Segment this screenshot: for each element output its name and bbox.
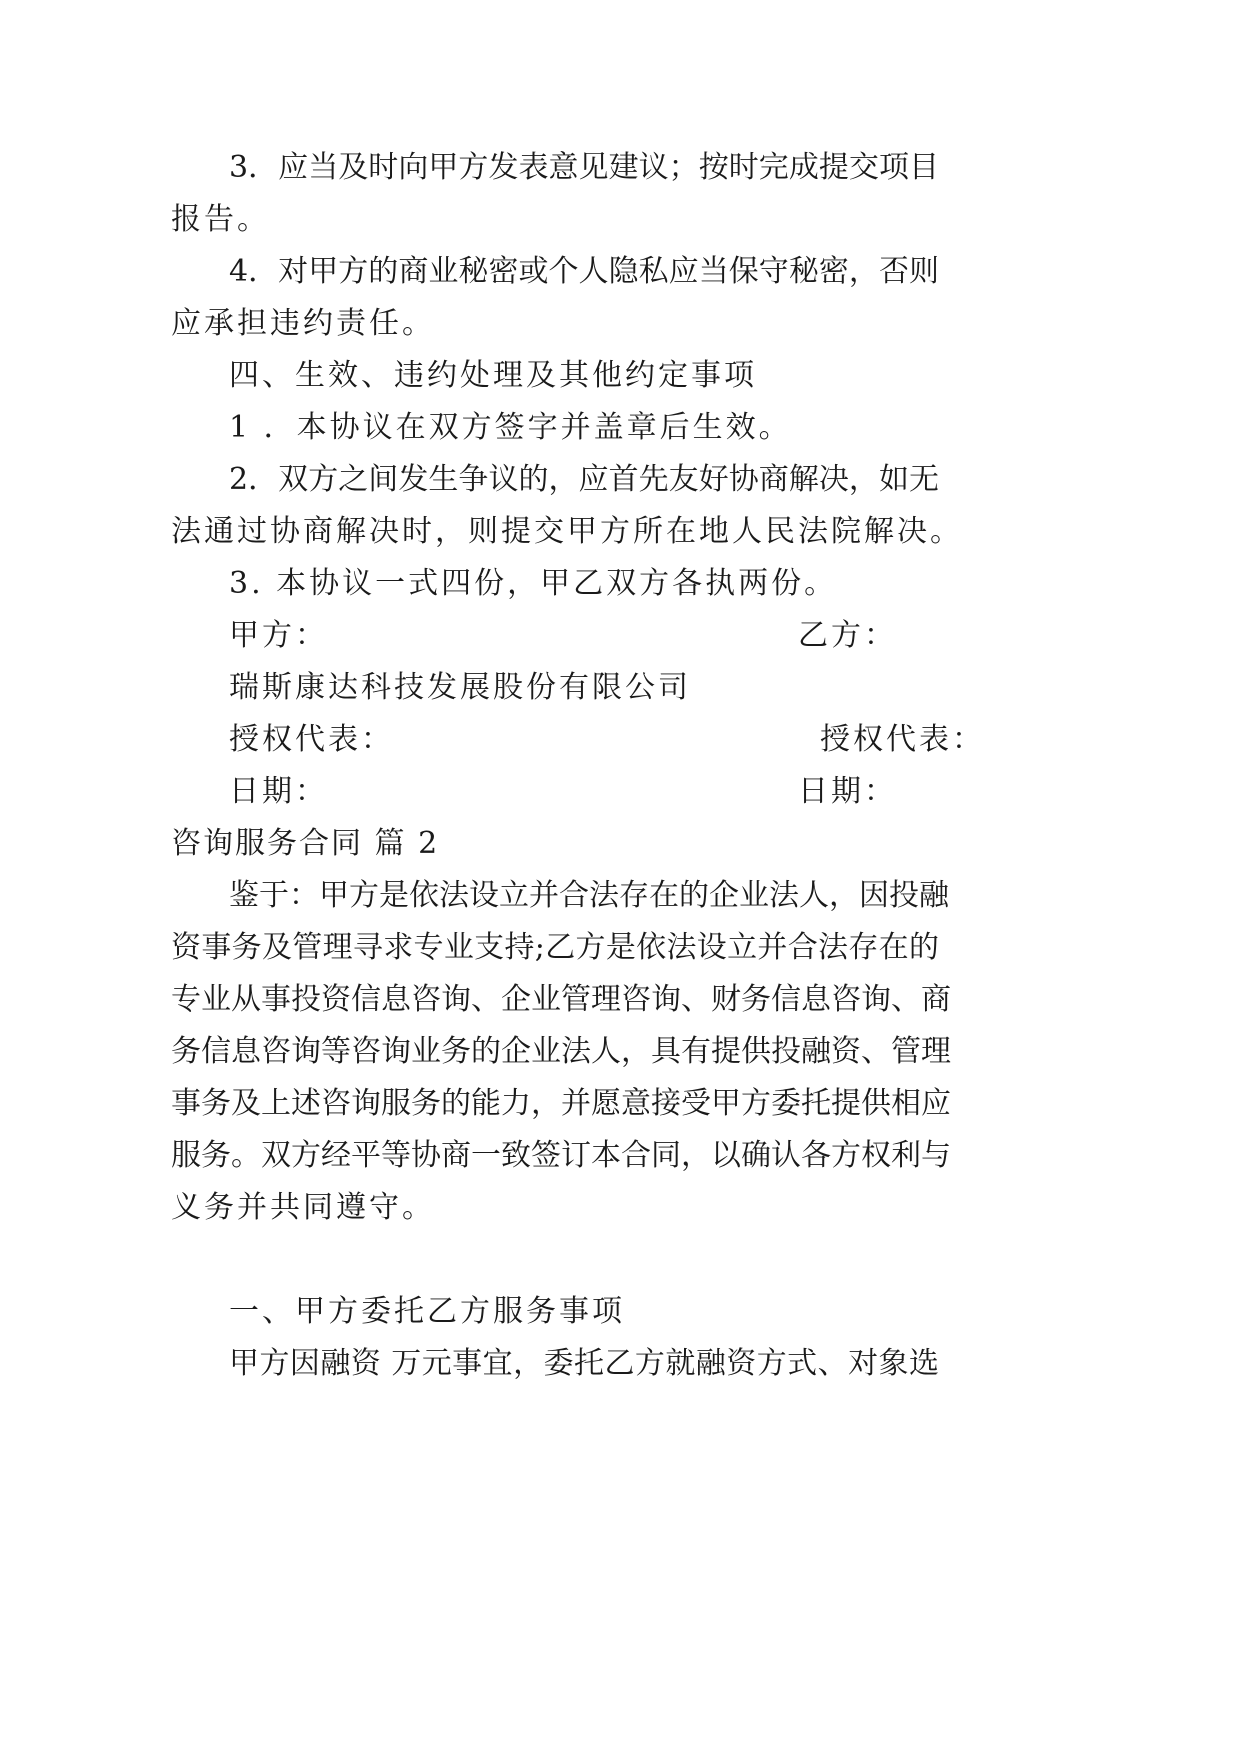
clause-1-line: 1 ．本协议在双方签字并盖章后生效。 — [229, 410, 792, 445]
clause-2-line-2: 法通过协商解决时，则提交甲方所在地人民法院解决。 — [171, 514, 963, 549]
item-1-heading: 一、甲方委托乙方服务事项 — [229, 1294, 625, 1329]
whereas-line-2: 资事务及管理寻求专业支持;乙方是依法设立并合法存在的 — [171, 930, 939, 965]
party-b-label: 乙方： — [798, 618, 897, 653]
party-a-label: 甲方： — [229, 618, 328, 653]
rep-a-label: 授权代表： — [229, 722, 394, 757]
whereas-line-1: 鉴于：甲方是依法设立并合法存在的企业法人，因投融 — [229, 878, 949, 913]
whereas-line-4: 务信息咨询等咨询业务的企业法人，具有提供投融资、管理 — [171, 1034, 951, 1069]
date-b-label: 日期： — [798, 774, 897, 809]
clause-4-line-1: 4．对甲方的商业秘密或个人隐私应当保守秘密，否则 — [229, 254, 939, 289]
date-a-label: 日期： — [229, 774, 328, 809]
item-1-text: 甲方因融资 万元事宜，委托乙方就融资方式、对象选 — [229, 1346, 939, 1381]
clause-2-line-1: 2．双方之间发生争议的，应首先友好协商解决，如无 — [229, 462, 939, 497]
clause-3b-line: 3. 本协议一式四份，甲乙双方各执两份。 — [229, 566, 838, 601]
party-a-company: 瑞斯康达科技发展股份有限公司 — [229, 670, 691, 705]
whereas-line-3: 专业从事投资信息咨询、企业管理咨询、财务信息咨询、商 — [171, 982, 951, 1017]
section-4-heading: 四、生效、违约处理及其他约定事项 — [229, 358, 757, 393]
whereas-line-5: 事务及上述咨询服务的能力，并愿意接受甲方委托提供相应 — [171, 1086, 951, 1121]
section-2-heading: 咨询服务合同 篇 2 — [171, 826, 440, 861]
whereas-line-7: 义务并共同遵守。 — [171, 1190, 435, 1225]
rep-b-label: 授权代表： — [820, 722, 985, 757]
clause-4-line-2: 应承担违约责任。 — [171, 306, 435, 341]
clause-3-line-1: 3．应当及时向甲方发表意见建议；按时完成提交项目 — [229, 150, 939, 185]
clause-3-line-2: 报告。 — [171, 202, 270, 237]
whereas-line-6: 服务。双方经平等协商一致签订本合同，以确认各方权利与 — [171, 1138, 951, 1173]
